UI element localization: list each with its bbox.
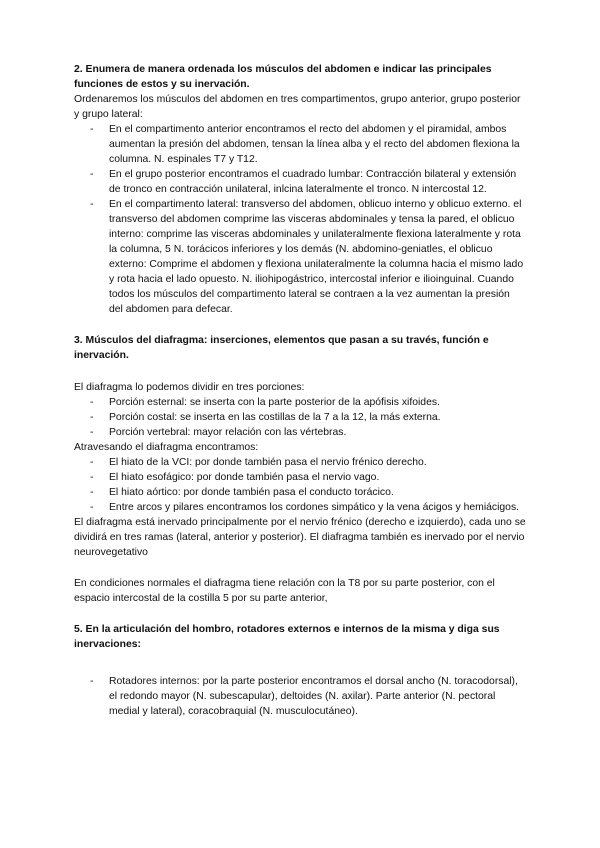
list-item: - En el grupo posterior encontramos el cuadrado lumbar: Contracción bilateral y extensión de tronco en contracción unilateral, inlcina lateralmente el tronco. N intercostal 12. <box>74 167 526 197</box>
diaphragm-portions-list <box>74 395 526 440</box>
list-item: - Porción esternal: se inserta con la parte posterior de la apófisis xifoides. <box>74 395 526 410</box>
list-item: - En el compartimento lateral: transverso del abdomen, oblicuo interno y oblicuo externo. el transverso del abdomen comprime las visceras abdominales y tensa la pared, el oblicuo interno: comprime las visceras abdominales y unilateralmente flexiona lateralmente y rota la columna, 5 N. torácicos inferiores y los demás (N. abdomino-geniatles, el oblicuo externo: Comprime el abdomen y flexiona unilateralmente la columna hacia el mismo lado y rota hacia el lado opuesto. N. iliohipogástrico, intercostal inferior e ilioinguinal. Cuando todos los músculos del compartimento lateral se contraen a la vez aumentan la presión del abdomen para defecar. <box>74 197 526 317</box>
diaphragm-intro: El diafragma lo podemos dividir en tres porciones: <box>74 382 305 393</box>
diaphragm-innervation-paragraph: El diafragma está inervado principalmente por el nervio frénico (derecho e izquierdo), cada uno se dividirá en tres ramas (lateral, anterior y posterior). El diafragma también es inervado por el nervio neurovegetativo <box>74 517 526 558</box>
list-item: - Entre arcos y pilares encontramos los cordones simpático y la vena ácigos y hemiácigos. <box>74 500 526 515</box>
question-5-heading: 5. En la articulación del hombro, rotadores externos e internos de la misma y diga sus inervaciones: <box>74 624 500 650</box>
list-item: - El hiato de la VCI: por donde también pasa el nervio frénico derecho. <box>74 455 526 470</box>
shoulder-rotators-list <box>74 674 526 719</box>
list-item: - El hiato aórtico: por donde también pasa el conducto torácico. <box>74 485 526 500</box>
question-3-heading: 3. Músculos del diafragma: inserciones, elementos que pasan a su través, función e inervación. <box>74 335 489 361</box>
list-item: - En el compartimento anterior encontramos el recto del abdomen y el piramidal, ambos aumentan la presión del abdomen, tensan la línea alba y el recto del abdomen flexiona la columna. N. espinales T7 y T12. <box>74 122 526 167</box>
abdomen-muscle-list <box>74 122 526 317</box>
diaphragm-openings-list <box>74 455 526 515</box>
list-item: - Porción vertebral: mayor relación con las vértebras. <box>74 425 526 440</box>
list-item: - Rotadores internos: por la parte posterior encontramos el dorsal ancho (N. toracodorsal), el redondo mayor (N. subescapular), deltoides (N. axilar). Parte anterior (N. pectoral medial y lateral), coracobraquial (N. musculocutáneo). <box>74 674 526 719</box>
question-2-intro: Ordenaremos los músculos del abdomen en tres compartimentos, grupo anterior, grupo posterior y grupo lateral: <box>74 94 521 120</box>
diaphragm-relations-paragraph: En condiciones normales el diafragma tiene relación con la T8 por su parte posterior, con el espacio intercostal de la costilla 5 por su parte anterior, <box>74 578 495 604</box>
document-page <box>74 62 526 719</box>
list-item: - El hiato esofágico: por donde también pasa el nervio vago. <box>74 470 526 485</box>
list-item: - Porción costal: se inserta en las costillas de la 7 a la 12, la más externa. <box>74 410 526 425</box>
question-2-heading: 2. Enumera de manera ordenada los músculos del abdomen e indicar las principales funciones de estos y su inervación. <box>74 64 492 90</box>
diaphragm-openings-intro: Atravesando el diafragma encontramos: <box>74 442 259 453</box>
